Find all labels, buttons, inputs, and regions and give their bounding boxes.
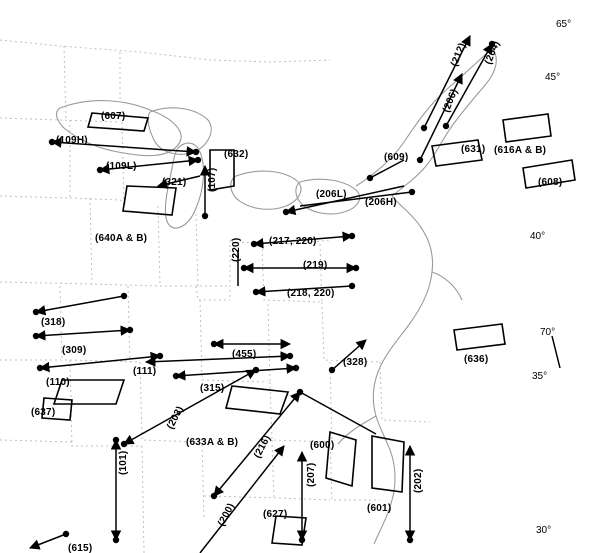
corridor-label: (632) bbox=[224, 149, 249, 160]
corridor-label: (633A & B) bbox=[186, 437, 239, 448]
corridor-label: (107) bbox=[207, 167, 218, 192]
corridor-label: (206) bbox=[441, 87, 461, 115]
corridor-label: (637) bbox=[31, 407, 56, 418]
corridor-label: (202) bbox=[413, 468, 424, 493]
corridor-label: (455) bbox=[232, 349, 257, 360]
corridor-label: (200) bbox=[216, 501, 238, 529]
corridor-label: (206L) bbox=[316, 189, 347, 200]
corridor-label: (627) bbox=[263, 509, 288, 520]
corridor-label: (609) bbox=[384, 152, 409, 163]
corridor-label: (219) bbox=[303, 260, 328, 271]
state-borders bbox=[0, 40, 430, 553]
corridor-label: (636) bbox=[464, 354, 489, 365]
corridor-label: (204) bbox=[483, 39, 503, 67]
corridor-label: (207) bbox=[306, 462, 317, 487]
corridor-label: (608) bbox=[538, 177, 563, 188]
latitude-label: 30° bbox=[536, 525, 552, 536]
corridor-label: (110) bbox=[46, 377, 70, 388]
latitude-label: 65° bbox=[556, 19, 572, 30]
corridor-label: (206H) bbox=[365, 197, 397, 208]
corridor-label: (218, 220) bbox=[287, 288, 335, 299]
corridor-label: (328) bbox=[343, 357, 368, 368]
corridor-label: (615) bbox=[68, 543, 93, 553]
corridor-label: (217, 220) bbox=[269, 236, 317, 247]
corridor-label: (109L) bbox=[106, 161, 137, 172]
corridor-label: (607) bbox=[101, 111, 126, 122]
corridor-label: (203) bbox=[165, 404, 187, 432]
corridor-label: (220) bbox=[231, 237, 242, 262]
corridor-label: (318) bbox=[41, 317, 66, 328]
corridor-label: (216) bbox=[252, 433, 274, 461]
corridor-label: (616A & B) bbox=[494, 145, 547, 156]
latitude-label: 70° bbox=[540, 327, 556, 338]
latitude-label: 40° bbox=[530, 231, 546, 242]
corridor-label: (212) bbox=[449, 41, 469, 69]
corridor-label: (601) bbox=[367, 503, 392, 514]
corridor-label: (321) bbox=[162, 177, 187, 188]
corridor-label: (600) bbox=[310, 440, 335, 451]
corridor-label: (640A & B) bbox=[95, 233, 148, 244]
corridor-label: (315) bbox=[200, 383, 225, 394]
corridor-label: (111) bbox=[133, 366, 157, 377]
corridor-label: (631) bbox=[461, 144, 486, 155]
latitude-label: 45° bbox=[545, 72, 561, 83]
latitude-label: 35° bbox=[532, 371, 548, 382]
corridor-label: (101) bbox=[118, 450, 129, 475]
corridor-label: (109H) bbox=[56, 135, 88, 146]
corridor-label: (309) bbox=[62, 345, 87, 356]
